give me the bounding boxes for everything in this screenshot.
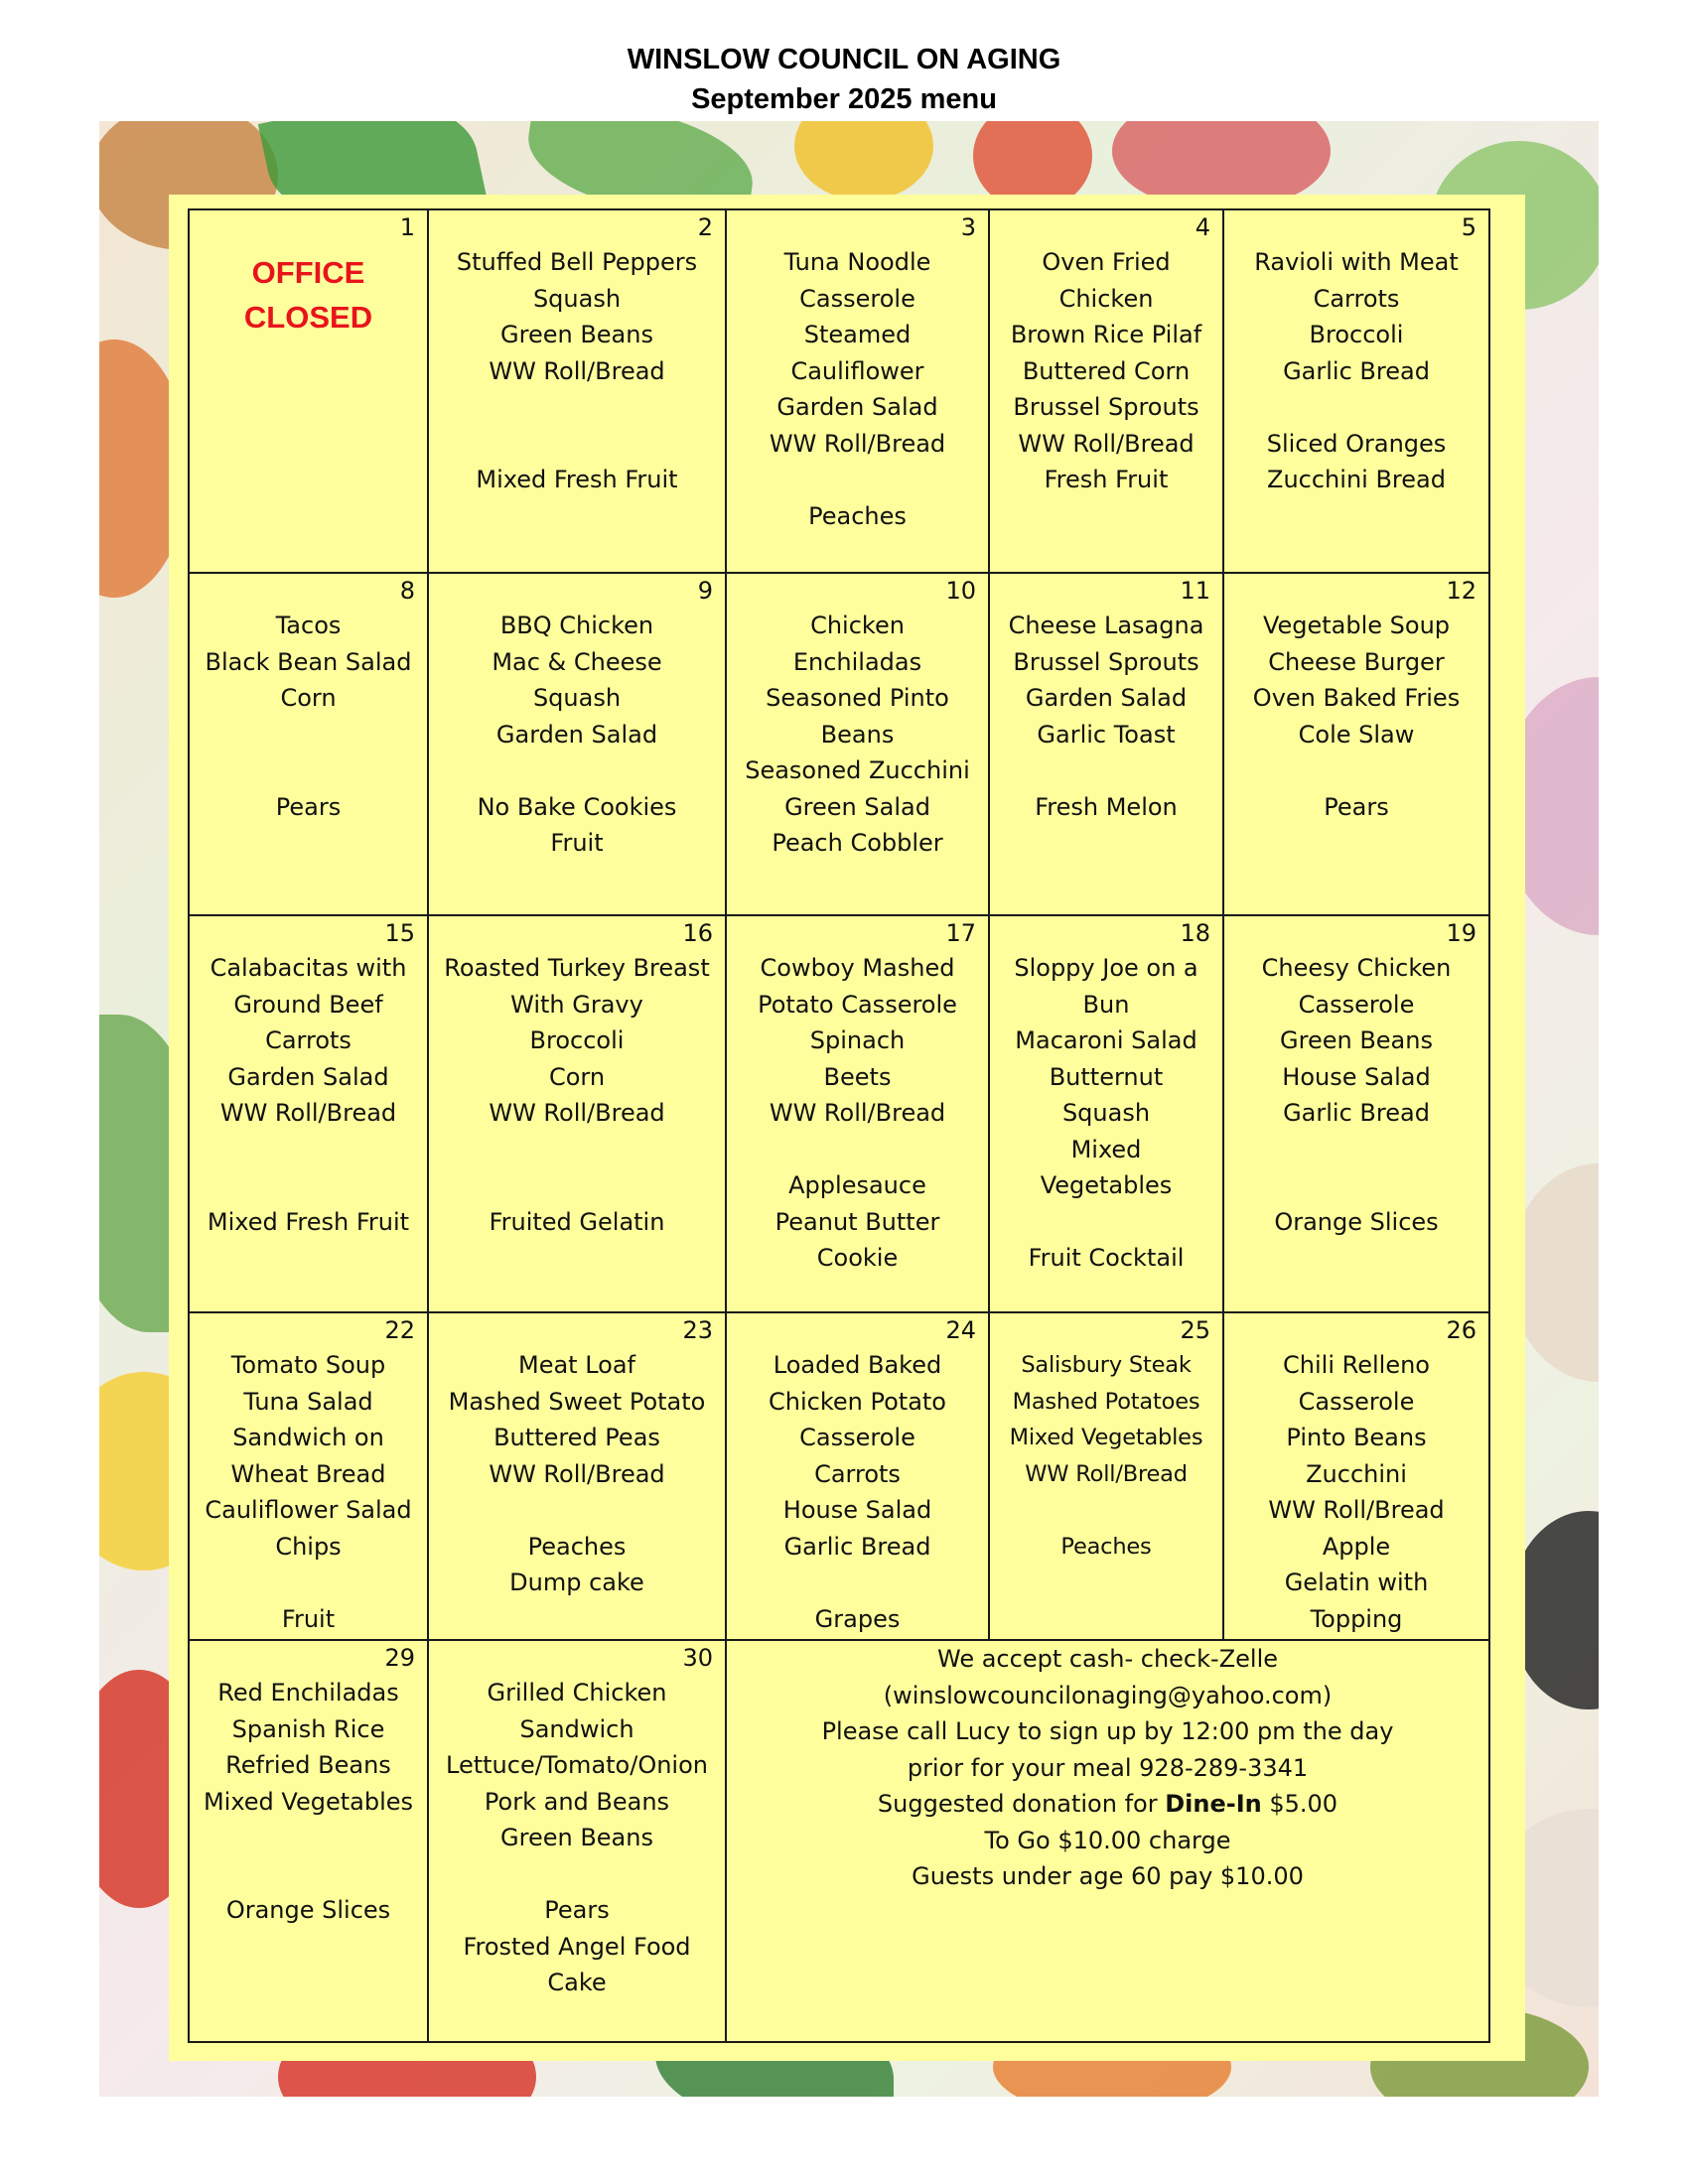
menu-item: Chips — [275, 1532, 342, 1561]
menu-item: Salisbury Steak — [1021, 1352, 1192, 1378]
menu-item: Oven Baked Fries — [1252, 684, 1461, 712]
menu-item — [429, 1492, 725, 1529]
menu-item: WW Roll/Bread — [769, 1099, 946, 1127]
menu-item: Steamed — [803, 321, 912, 348]
menu-day-cell — [726, 209, 989, 573]
menu-day-cell — [989, 209, 1223, 573]
menu-item: Calabacitas with — [210, 954, 407, 982]
menu-item: Mac & Cheese — [492, 647, 662, 676]
info-line: We accept cash- check-Zelle — [937, 1645, 1278, 1673]
menu-item: Tuna Salad — [243, 1387, 373, 1416]
menu-item: Cheese Lasagna — [1008, 612, 1204, 639]
day-number: 11 — [1180, 577, 1210, 605]
menu-item: Cowboy Mashed — [760, 954, 955, 982]
menu-item: Cole Slaw — [1298, 720, 1415, 749]
menu-item: Zucchini — [1306, 1459, 1407, 1488]
menu-item: Garden Salad — [776, 393, 938, 421]
menu-item: Corn — [280, 684, 337, 712]
day-number: 23 — [682, 1316, 713, 1344]
menu-item: Casserole — [799, 284, 915, 313]
menu-item: Carrots — [1313, 284, 1400, 313]
menu-item: Cheese Burger — [1268, 647, 1445, 676]
menu-item: House Salad — [1282, 1062, 1431, 1091]
menu-day-cell — [189, 1640, 428, 2042]
day-number: 10 — [945, 577, 976, 605]
menu-item: Chicken — [1058, 284, 1154, 313]
menu-item: Peanut Butter — [774, 1207, 940, 1236]
menu-item — [190, 752, 427, 789]
menu-item: Mixed Vegetables — [203, 1787, 414, 1816]
menu-item: Mixed — [1070, 1135, 1142, 1163]
info-line: Please call Lucy to sign up by 12:00 pm the day — [821, 1717, 1394, 1745]
menu-item — [190, 717, 427, 753]
menu-item: Carrots — [814, 1459, 901, 1488]
menu-item: Brussel Sprouts — [1013, 393, 1199, 421]
day-number: 19 — [1446, 919, 1477, 947]
menu-item: Frosted Angel Food — [463, 1932, 691, 1961]
menu-item: Fruited Gelatin — [489, 1207, 665, 1236]
menu-item: Meat Loaf — [517, 1351, 635, 1379]
menu-item — [429, 1167, 725, 1204]
menu-item: Peaches — [527, 1532, 627, 1561]
day-number: 26 — [1446, 1316, 1477, 1344]
menu-item — [727, 1132, 988, 1168]
menu-item: Sandwich on — [232, 1424, 384, 1451]
menu-item: Carrots — [265, 1026, 352, 1054]
menu-week-row — [189, 209, 1489, 573]
menu-item: WW Roll/Bread — [219, 1099, 397, 1127]
menu-item: Broccoli — [1309, 321, 1404, 348]
menu-week-row — [189, 573, 1489, 915]
menu-item — [190, 1132, 427, 1168]
menu-item: Macaroni Salad — [1015, 1026, 1197, 1054]
menu-item: Wheat Bread — [230, 1459, 386, 1488]
menu-item: Fruit Cocktail — [1028, 1244, 1185, 1272]
menu-item: WW Roll/Bread — [489, 356, 665, 385]
day-number: 2 — [697, 213, 713, 241]
menu-day-cell — [989, 915, 1223, 1312]
menu-day-cell — [726, 915, 989, 1312]
menu-item: WW Roll/Bread — [489, 1459, 665, 1488]
menu-item: Green Beans — [500, 1824, 653, 1851]
menu-item: Squash — [532, 684, 622, 712]
menu-item: Garlic Bread — [1283, 356, 1430, 385]
menu-item: With Gravy — [510, 990, 643, 1019]
menu-item: Ground Beef — [233, 990, 383, 1019]
menu-item — [429, 1856, 725, 1893]
menu-item: Peach Cobbler — [772, 829, 943, 857]
menu-calendar — [188, 208, 1490, 2043]
menu-day-cell — [189, 209, 428, 573]
menu-item: Tuna Noodle — [783, 248, 931, 276]
menu-item: WW Roll/Bread — [1268, 1496, 1445, 1524]
menu-item — [190, 1565, 427, 1601]
menu-day-cell — [1223, 1312, 1489, 1640]
menu-item: Grapes — [814, 1604, 901, 1633]
menu-item: Dump cake — [509, 1569, 644, 1596]
day-number: 30 — [682, 1644, 713, 1672]
menu-item: Garlic Bread — [783, 1532, 931, 1561]
menu-day-cell — [726, 1312, 989, 1640]
org-title: WINSLOW COUNCIL ON AGING — [627, 44, 1061, 75]
menu-day-cell — [428, 573, 726, 915]
menu-item: Fresh Fruit — [1044, 466, 1169, 493]
menu-item: Pears — [1324, 792, 1389, 821]
menu-item: Gelatin with — [1284, 1569, 1429, 1596]
donation-prefix: Suggested donation for — [877, 1790, 1166, 1818]
menu-item: Orange Slices — [1274, 1207, 1439, 1236]
menu-item: Pork and Beans — [484, 1787, 670, 1816]
menu-item — [190, 1856, 427, 1893]
menu-item: Fruit — [281, 1604, 336, 1633]
menu-item: Cake — [547, 1969, 607, 1996]
menu-item: Buttered Corn — [1022, 356, 1191, 385]
menu-item: Cauliflower — [790, 356, 924, 385]
info-line: Guests under age 60 pay $10.00 — [912, 1862, 1304, 1890]
menu-week-row — [189, 1312, 1489, 1640]
menu-item: Pears — [544, 1896, 610, 1924]
day-number: 12 — [1446, 577, 1477, 605]
menu-item: Refried Beans — [225, 1751, 391, 1779]
menu-item: Fresh Melon — [1035, 792, 1178, 821]
menu-item: Orange Slices — [225, 1896, 391, 1924]
day-number: 3 — [960, 213, 976, 241]
menu-item: BBQ Chicken — [499, 612, 654, 639]
menu-item: Seasoned Pinto — [766, 684, 949, 712]
menu-day-cell — [1223, 209, 1489, 573]
day-number: 29 — [384, 1644, 415, 1672]
menu-item: Broccoli — [529, 1026, 625, 1054]
menu-item: Garlic Toast — [1037, 720, 1176, 749]
menu-item: Peaches — [1060, 1533, 1152, 1560]
day-number: 5 — [1461, 213, 1477, 241]
menu-item: Vegetable Soup — [1262, 612, 1451, 639]
day-number: 17 — [945, 919, 976, 947]
day-number: 15 — [384, 919, 415, 947]
menu-item: Chicken — [810, 612, 905, 639]
menu-item: Buttered Peas — [493, 1424, 660, 1451]
menu-item — [1224, 1132, 1488, 1168]
page-header — [0, 40, 1688, 119]
menu-day-cell — [989, 573, 1223, 915]
menu-item: Garden Salad — [227, 1062, 389, 1091]
menu-day-cell — [189, 915, 428, 1312]
menu-item: WW Roll/Bread — [769, 429, 946, 458]
menu-item: Black Bean Salad — [205, 647, 412, 676]
menu-item: Peaches — [808, 501, 907, 530]
menu-item: Stuffed Bell Peppers — [456, 248, 698, 276]
day-number: 24 — [945, 1316, 976, 1344]
office-closed-notice: OFFICE — [251, 255, 365, 290]
menu-item: Garden Salad — [1025, 684, 1188, 712]
menu-item: Spinach — [809, 1026, 906, 1054]
menu-item: Ravioli with Meat — [1254, 248, 1459, 276]
menu-item: Mixed Vegetables — [1009, 1425, 1203, 1450]
day-number: 9 — [697, 577, 713, 605]
menu-item: Butternut — [1049, 1062, 1164, 1091]
menu-item: Applesauce — [788, 1171, 926, 1199]
menu-item: Chili Relleno — [1283, 1351, 1430, 1379]
dine-in-label: Dine-In — [1165, 1790, 1262, 1818]
menu-item: Red Enchiladas — [217, 1679, 399, 1706]
day-number: 4 — [1195, 213, 1210, 241]
menu-item: Roasted Turkey Breast — [444, 954, 710, 982]
menu-item: Grilled Chicken — [487, 1679, 667, 1706]
menu-item: No Bake Cookies — [477, 792, 677, 821]
menu-item: Mixed Fresh Fruit — [207, 1207, 410, 1236]
menu-item: Cookie — [816, 1244, 899, 1272]
day-number: 25 — [1180, 1316, 1210, 1344]
info-line: To Go $10.00 charge — [984, 1826, 1231, 1854]
menu-item: House Salad — [782, 1496, 932, 1524]
menu-item: Squash — [1061, 1099, 1151, 1127]
menu-item: Corn — [548, 1062, 606, 1091]
day-number: 8 — [399, 577, 415, 605]
menu-item — [727, 462, 988, 498]
info-line: prior for your meal 928-289-3341 — [907, 1753, 1309, 1782]
menu-item: Oven Fried — [1042, 248, 1171, 276]
menu-day-cell — [989, 1312, 1223, 1640]
menu-item: Seasoned Zucchini — [745, 756, 970, 784]
menu-item — [1224, 1167, 1488, 1204]
day-number: 16 — [682, 919, 713, 947]
menu-day-cell — [1223, 915, 1489, 1312]
donation-amount: $5.00 — [1261, 1790, 1338, 1818]
menu-day-cell — [189, 573, 428, 915]
menu-day-cell — [428, 209, 726, 573]
menu-day-cell — [1223, 573, 1489, 915]
menu-item: Tacos — [275, 612, 342, 639]
menu-item: Enchiladas — [792, 647, 922, 676]
menu-item: Green Beans — [500, 321, 653, 348]
menu-item: WW Roll/Bread — [1018, 429, 1195, 458]
menu-day-cell — [189, 1312, 428, 1640]
menu-item: Garlic Bread — [1283, 1099, 1430, 1127]
menu-week-row — [189, 915, 1489, 1312]
menu-item — [990, 752, 1222, 789]
menu-item: Mashed Potatoes — [1012, 1388, 1200, 1415]
menu-item: Bun — [1082, 990, 1130, 1019]
menu-item: Green Salad — [784, 792, 930, 821]
menu-day-cell — [428, 1312, 726, 1640]
menu-item — [429, 752, 725, 789]
menu-item: Sandwich — [519, 1714, 634, 1743]
menu-item: Brussel Sprouts — [1013, 647, 1199, 676]
menu-item: Pears — [275, 792, 342, 821]
menu-item — [429, 1132, 725, 1168]
menu-day-cell — [428, 915, 726, 1312]
menu-item: Fruit — [550, 829, 604, 857]
menu-item: Brown Rice Pilaf — [1010, 321, 1202, 348]
menu-item — [190, 1820, 427, 1856]
menu-item: Pinto Beans — [1286, 1424, 1427, 1451]
menu-item: WW Roll/Bread — [1025, 1460, 1188, 1487]
menu-item: Casserole — [1298, 1387, 1415, 1416]
menu-item: Cheesy Chicken — [1261, 954, 1452, 982]
menu-item: Beans — [820, 720, 895, 749]
menu-item: Beets — [823, 1062, 892, 1091]
menu-item — [429, 426, 725, 463]
menu-item — [1224, 752, 1488, 789]
menu-item: Cauliflower Salad — [205, 1496, 412, 1524]
menu-item: Casserole — [799, 1424, 915, 1451]
donation-line — [727, 1786, 1488, 1823]
menu-item: WW Roll/Bread — [489, 1099, 665, 1127]
menu-item — [1224, 389, 1488, 426]
menu-item: Topping — [1310, 1604, 1403, 1633]
menu-day-cell — [726, 573, 989, 915]
menu-item: Potato Casserole — [758, 990, 957, 1019]
menu-item: Spanish Rice — [231, 1714, 385, 1743]
menu-item: Vegetables — [1040, 1171, 1173, 1199]
menu-item: Lettuce/Tomato/Onion — [446, 1751, 708, 1779]
menu-item: Sloppy Joe on a — [1014, 954, 1198, 982]
menu-item: Squash — [532, 284, 622, 313]
menu-item — [990, 1492, 1222, 1529]
menu-week-row — [189, 1640, 1489, 2042]
menu-item — [429, 389, 725, 426]
menu-day-cell — [428, 1640, 726, 2042]
menu-item — [190, 1167, 427, 1204]
day-number: 22 — [384, 1316, 415, 1344]
menu-item: Apple — [1322, 1532, 1391, 1561]
menu-subtitle: September 2025 menu — [691, 83, 997, 115]
menu-item: Green Beans — [1280, 1026, 1433, 1054]
menu-item — [990, 1204, 1222, 1241]
menu-item: Tomato Soup — [230, 1351, 386, 1379]
menu-item: Mashed Sweet Potato — [448, 1387, 706, 1416]
day-number: 18 — [1180, 919, 1210, 947]
payment-signup-info — [726, 1640, 1489, 2042]
info-line: (winslowcouncilonaging@yahoo.com) — [883, 1681, 1333, 1709]
office-closed-notice: CLOSED — [243, 300, 373, 335]
menu-item: Zucchini Bread — [1267, 466, 1446, 493]
menu-item: Chicken Potato — [769, 1387, 946, 1416]
menu-item: Garden Salad — [495, 720, 658, 749]
pepper-illustration — [794, 121, 933, 201]
menu-item: Mixed Fresh Fruit — [476, 466, 678, 493]
menu-item — [727, 1565, 988, 1601]
menu-item: Sliced Oranges — [1266, 429, 1447, 458]
menu-item: Casserole — [1298, 990, 1415, 1019]
menu-item: Loaded Baked — [773, 1351, 942, 1379]
day-number: 1 — [399, 213, 415, 241]
